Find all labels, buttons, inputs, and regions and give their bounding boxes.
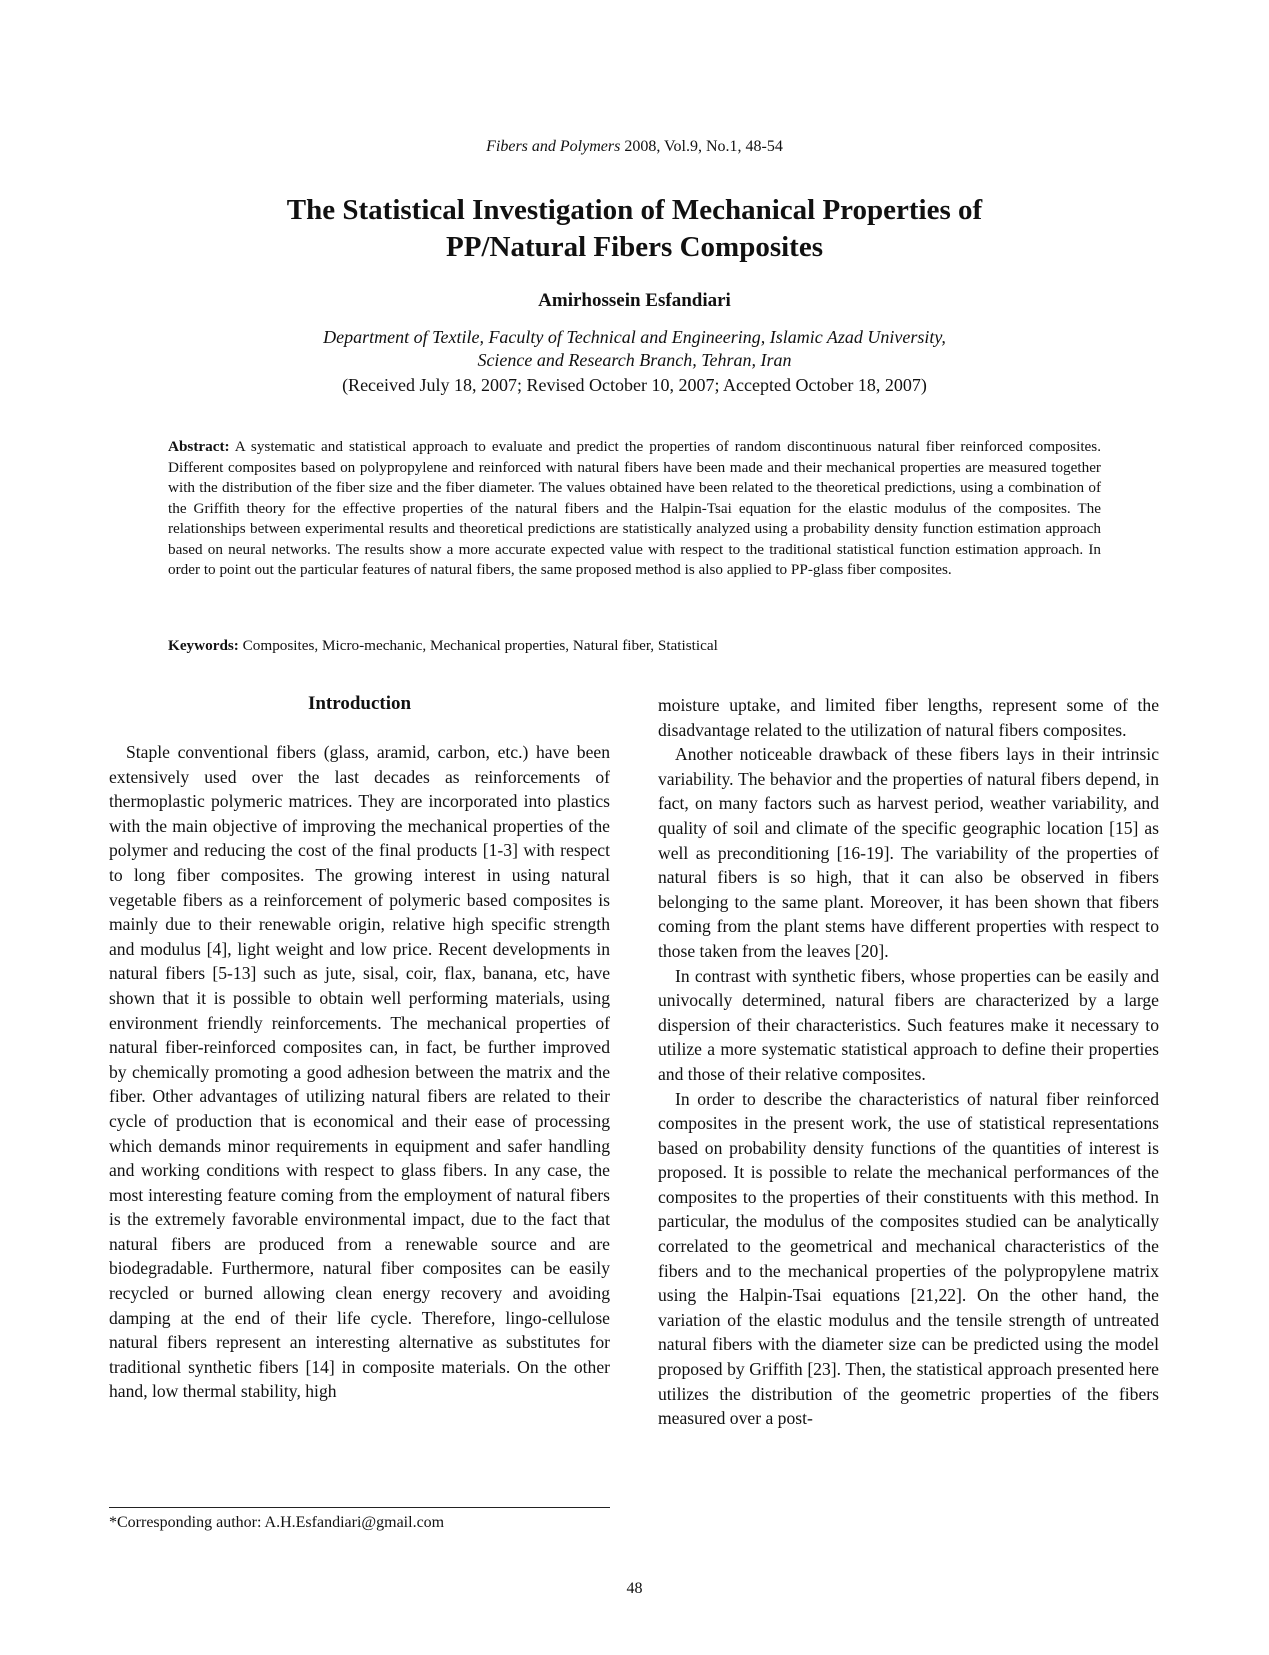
intro-paragraph-1: Staple conventional fibers (glass, aramid, carbon, etc.) have been extensively used over the last decades as reinforcements of thermoplastic polymeric matrices. They are incorporated into plastics with the main objective of improving the mechanical properties of the polymer and reducing the cost of the final products [1-3] with respect to long fiber composites. The growing interest in using natural vegetable fibers as a reinforcement of polymeric based composites is mainly due to their renewable origin, relative high specific strength and modulus [4], light weight and low price. Recent developments in natural fibers [5-13] such as jute, sisal, coir, flax, banana, etc, have shown that it is possible to obtain well performing materials, using environment friendly reinforcements. The mechanical properties of natural fiber-reinforced composites can, in fact, be further improved by chemically promoting a good adhesion between the matrix and the fiber. Other advantages of utilizing natural fibers are related to their cycle of production that is economical and their ease of processing which demands minor requirements in equipment and safer handling and working conditions with respect to glass fibers. In any case, the most interesting feature coming from the employment of natural fibers is the extremely favorable environmental impact, due to the fact that natural fibers are produced from a renewable source and are biodegradable. Furthermore, natural fiber composites can be easily recycled or burned allowing clean energy recovery and avoiding damping at the end of their life cycle. Therefore, lingo-cellulose natural fibers represent an interesting alternative as substitutes for traditional synthetic fibers [14] in composite materials. On the other hand, low thermal stability, high [109, 742, 610, 1402]
title-line-2: PP/Natural Fibers Composites [446, 231, 823, 263]
intro-paragraph-4: In order to describe the characteristics of natural fiber reinforced composites in the present work, the use of statistical representations based on probability density functions of the quantities of interest is proposed. It is possible to relate the mechanical performances of the composites to the properties of their constituents with this method. In particular, the modulus of the composites studied can be analytically correlated to the geometrical and mechanical characteristics of the fibers and to the mechanical properties of the polypropylene matrix using the Halpin-Tsai equations [21,22]. On the other hand, the variation of the elastic modulus and the tensile strength of untreated natural fibers with the diameter size can be predicted using the model proposed by Griffith [23]. Then, the statistical approach presented here utilizes the distribution of the geometric properties of the fibers measured over a post- [658, 1088, 1159, 1429]
keywords [168, 637, 1101, 655]
page-number: 48 [626, 1580, 643, 1597]
intro-paragraph-3: In contrast with synthetic fibers, whose properties can be easily and univocally determined, natural fibers are characterized by a large dispersion of their characteristics. Such features make it necessary to utilize a more systematic statistical approach to define their properties and those of their relative composites. [658, 965, 1159, 1084]
journal-header [0, 138, 1269, 156]
keywords-label: Keywords: [168, 637, 239, 654]
keywords-text: Composites, Micro-mechanic, Mechanical properties, Natural fiber, Statistical [238, 637, 718, 654]
journal-name: Fibers and Polymers [486, 138, 621, 155]
journal-info: 2008, Vol.9, No.1, 48-54 [620, 138, 783, 155]
affiliation-line-2: Science and Research Branch, Tehran, Iran [477, 350, 792, 370]
section-heading-introduction: Introduction [307, 693, 412, 714]
affiliation-line-1: Department of Textile, Faculty of Technical and Engineering, Islamic Azad University, [323, 327, 946, 347]
abstract [168, 437, 1101, 581]
right-column [658, 693, 1159, 1431]
received-dates: (Received July 18, 2007; Revised October 10, 2007; Accepted October 18, 2007) [342, 375, 927, 395]
paper-title [150, 192, 1119, 266]
abstract-label: Abstract: [168, 438, 230, 455]
intro-paragraph-continued: moisture uptake, and limited fiber lengths, represent some of the disadvantage related to the utilization of natural fibers composites. [658, 695, 1159, 740]
corresponding-author-footnote: *Corresponding author: A.H.Esfandiari@gmail.com [109, 1514, 445, 1531]
affiliation [150, 326, 1119, 372]
left-column [109, 740, 610, 1404]
title-line-1: The Statistical Investigation of Mechanical Properties of [286, 194, 983, 226]
author-name: Amirhossein Esfandiari [538, 290, 731, 311]
abstract-text: A systematic and statistical approach to evaluate and predict the properties of random discontinuous natural fiber reinforced composites. Different composites based on polypropylene and reinforced with natural fibers have been made and their mechanical properties are measured together with the distribution of the fiber size and the fiber diameter. The values obtained have been related to the theoretical predictions, using a combination of the Griffith theory for the effective properties of the natural fibers and the Halpin-Tsai equation for the elastic modulus of the composites. The relationships between experimental results and theoretical predictions are statistically analyzed using a probability density function estimation approach based on neural networks. The results show a more accurate expected value with respect to the traditional statistical function estimation approach. In order to point out the particular features of natural fibers, the same proposed method is also applied to PP-glass fiber composites. [168, 438, 1101, 578]
intro-paragraph-2: Another noticeable drawback of these fibers lays in their intrinsic variability. The behavior and the properties of natural fibers depend, in fact, on many factors such as harvest period, weather variability, and quality of soil and climate of the specific geographic location [15] as well as preconditioning [16-19]. The variability of the properties of natural fibers is so high, that it can also be observed in fibers belonging to the same plant. Moreover, it has been shown that fibers coming from the plant stems have different properties with respect to those taken from the leaves [20]. [658, 744, 1159, 961]
footnote-rule [109, 1507, 610, 1508]
